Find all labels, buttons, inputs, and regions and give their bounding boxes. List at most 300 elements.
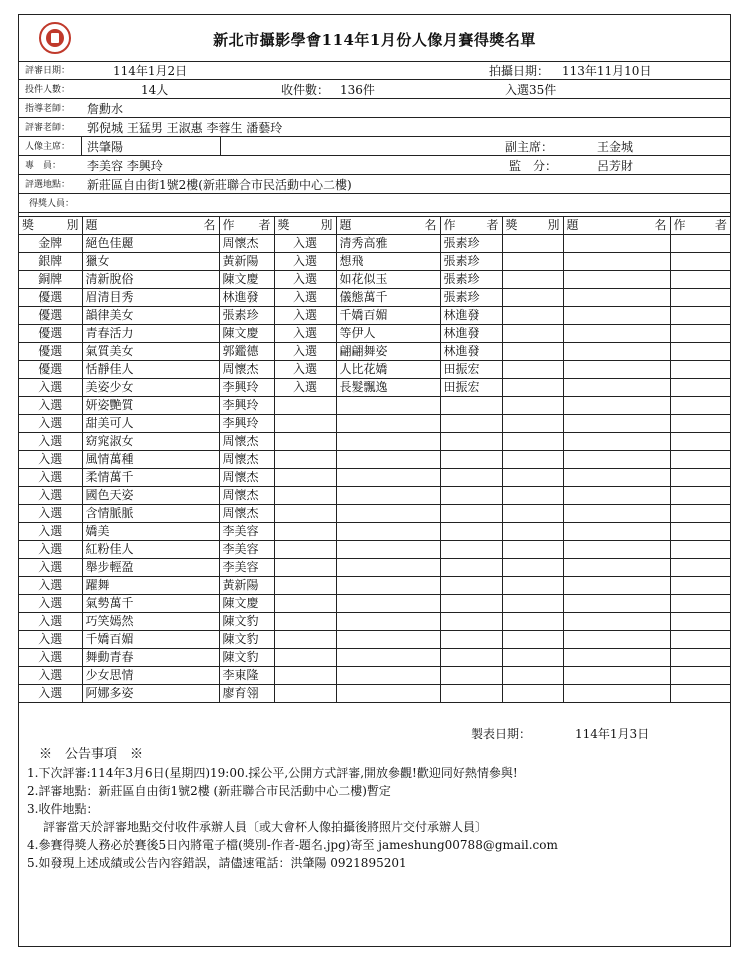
empty-cell bbox=[502, 577, 563, 595]
author-cell: 林進發 bbox=[440, 343, 502, 361]
header-author: 作 者 bbox=[670, 217, 730, 235]
empty-cell bbox=[502, 451, 563, 469]
title-cell bbox=[336, 595, 440, 613]
title-cell: 眉清目秀 bbox=[82, 289, 219, 307]
author-cell: 陳文慶 bbox=[219, 271, 274, 289]
selected-count: 入選35件 bbox=[505, 83, 557, 97]
award-cell: 入選 bbox=[274, 271, 336, 289]
author-cell: 廖育翎 bbox=[219, 685, 274, 703]
empty-cell bbox=[563, 667, 670, 685]
award-cell: 入選 bbox=[19, 631, 82, 649]
judges-names: 郭倪城 王猛男 王淑惠 李蓉生 潘藝玲 bbox=[87, 121, 283, 135]
author-cell: 張素珍 bbox=[219, 307, 274, 325]
title-cell: 千嬌百媚 bbox=[336, 307, 440, 325]
received-count: 136件 bbox=[340, 83, 375, 97]
table-row bbox=[19, 595, 730, 613]
review-date-label: 評審日期： bbox=[25, 66, 71, 76]
title-cell bbox=[336, 613, 440, 631]
notice-line: 5.如發現上述成績或公告內容錯誤，請儘速電話：洪肇陽 0921895201 bbox=[27, 856, 407, 870]
award-cell: 入選 bbox=[19, 559, 82, 577]
empty-cell bbox=[563, 433, 670, 451]
empty-cell bbox=[670, 631, 730, 649]
author-cell: 田振宏 bbox=[440, 379, 502, 397]
header-title: 題 名 bbox=[336, 217, 440, 235]
award-cell: 入選 bbox=[19, 595, 82, 613]
award-cell bbox=[274, 397, 336, 415]
chair-name: 洪肇陽 bbox=[87, 140, 124, 154]
empty-cell bbox=[563, 631, 670, 649]
awards-table bbox=[19, 216, 730, 703]
author-cell: 李美容 bbox=[219, 541, 274, 559]
vice-chair-name: 王金城 bbox=[597, 140, 634, 154]
notice-line: 4.參賽得獎人務必於賽後5日內將電子檔(獎別-作者-題名.jpg)寄至 jameshung00788@gmail.com bbox=[27, 838, 558, 852]
empty-cell bbox=[670, 235, 730, 253]
author-cell: 張素珍 bbox=[440, 289, 502, 307]
title-cell: 美姿少女 bbox=[82, 379, 219, 397]
empty-cell bbox=[502, 649, 563, 667]
empty-cell bbox=[670, 613, 730, 631]
header-title: 題 名 bbox=[82, 217, 219, 235]
award-cell: 入選 bbox=[274, 379, 336, 397]
empty-cell bbox=[563, 577, 670, 595]
empty-cell bbox=[502, 343, 563, 361]
title-cell: 恬靜佳人 bbox=[82, 361, 219, 379]
staff-names: 李美容 李興玲 bbox=[87, 159, 163, 173]
title-cell: 含情脈脈 bbox=[82, 505, 219, 523]
author-cell: 李興玲 bbox=[219, 397, 274, 415]
header-author: 作 者 bbox=[440, 217, 502, 235]
empty-cell bbox=[670, 415, 730, 433]
author-cell: 陳文豹 bbox=[219, 631, 274, 649]
title-cell: 青春活力 bbox=[82, 325, 219, 343]
info-row-dates bbox=[19, 61, 730, 80]
empty-cell bbox=[563, 271, 670, 289]
empty-cell bbox=[502, 235, 563, 253]
table-row bbox=[19, 289, 730, 307]
title-cell: 翩翩舞姿 bbox=[336, 343, 440, 361]
empty-cell bbox=[563, 361, 670, 379]
title-cell bbox=[336, 559, 440, 577]
empty-cell bbox=[502, 595, 563, 613]
author-cell bbox=[440, 397, 502, 415]
award-cell: 入選 bbox=[19, 397, 82, 415]
title-cell: 等伊人 bbox=[336, 325, 440, 343]
award-cell: 入選 bbox=[274, 253, 336, 271]
table-row bbox=[19, 487, 730, 505]
award-cell: 入選 bbox=[19, 415, 82, 433]
empty-cell bbox=[502, 415, 563, 433]
empty-cell bbox=[563, 451, 670, 469]
title-cell: 清秀高雅 bbox=[336, 235, 440, 253]
author-cell: 陳文慶 bbox=[219, 325, 274, 343]
title-cell bbox=[336, 415, 440, 433]
author-cell: 黃新陽 bbox=[219, 253, 274, 271]
table-row bbox=[19, 379, 730, 397]
author-cell: 林進發 bbox=[219, 289, 274, 307]
empty-cell bbox=[563, 559, 670, 577]
empty-cell bbox=[670, 577, 730, 595]
empty-cell bbox=[670, 253, 730, 271]
notice-line: 2.評審地點：新莊區自由街1號2樓 (新莊聯合市民活動中心二樓)暫定 bbox=[27, 784, 391, 798]
title-cell: 如花似玉 bbox=[336, 271, 440, 289]
title-cell: 躍舞 bbox=[82, 577, 219, 595]
title-cell bbox=[336, 397, 440, 415]
table-row bbox=[19, 631, 730, 649]
venue-address: 新莊區自由街1號2樓(新莊聯合市民活動中心二樓) bbox=[87, 178, 352, 192]
empty-cell bbox=[563, 469, 670, 487]
empty-cell bbox=[563, 415, 670, 433]
header-title: 題 名 bbox=[563, 217, 670, 235]
info-row-counts bbox=[19, 80, 730, 99]
empty-cell bbox=[502, 397, 563, 415]
author-cell: 周懷杰 bbox=[219, 235, 274, 253]
award-cell: 入選 bbox=[19, 433, 82, 451]
empty-cell bbox=[502, 631, 563, 649]
table-row bbox=[19, 505, 730, 523]
award-cell: 入選 bbox=[19, 613, 82, 631]
empty-cell bbox=[563, 253, 670, 271]
table-row bbox=[19, 361, 730, 379]
title-cell bbox=[336, 541, 440, 559]
awardees-label: 得獎人員： bbox=[29, 199, 75, 209]
header-award: 獎 別 bbox=[19, 217, 82, 235]
award-cell: 入選 bbox=[19, 577, 82, 595]
title-cell: 紅粉佳人 bbox=[82, 541, 219, 559]
table-row bbox=[19, 415, 730, 433]
title-cell: 風情萬種 bbox=[82, 451, 219, 469]
award-cell: 入選 bbox=[19, 505, 82, 523]
empty-cell bbox=[670, 289, 730, 307]
title-cell bbox=[336, 685, 440, 703]
notice-heading: ※ 公告事項 ※ bbox=[39, 747, 144, 762]
empty-cell bbox=[563, 595, 670, 613]
empty-cell bbox=[502, 685, 563, 703]
empty-cell bbox=[502, 325, 563, 343]
title-cell: 千嬌百媚 bbox=[82, 631, 219, 649]
award-cell bbox=[274, 685, 336, 703]
award-cell: 優選 bbox=[19, 325, 82, 343]
empty-cell bbox=[670, 685, 730, 703]
award-cell bbox=[274, 415, 336, 433]
award-cell bbox=[274, 595, 336, 613]
empty-cell bbox=[502, 307, 563, 325]
notice-section bbox=[27, 743, 727, 872]
award-cell bbox=[274, 613, 336, 631]
award-cell: 入選 bbox=[274, 361, 336, 379]
table-row bbox=[19, 523, 730, 541]
award-sheet bbox=[18, 14, 731, 947]
author-cell bbox=[440, 667, 502, 685]
empty-cell bbox=[670, 343, 730, 361]
author-cell bbox=[440, 451, 502, 469]
empty-cell bbox=[670, 505, 730, 523]
supervisor-name: 呂芳財 bbox=[597, 159, 634, 173]
table-row bbox=[19, 253, 730, 271]
award-cell: 入選 bbox=[19, 649, 82, 667]
title-cell: 國色天姿 bbox=[82, 487, 219, 505]
author-cell bbox=[440, 505, 502, 523]
title-cell: 柔情萬千 bbox=[82, 469, 219, 487]
award-cell bbox=[274, 523, 336, 541]
award-cell: 入選 bbox=[19, 451, 82, 469]
title-cell: 韻律美女 bbox=[82, 307, 219, 325]
info-row-teacher bbox=[19, 99, 730, 118]
empty-cell bbox=[563, 649, 670, 667]
empty-cell bbox=[502, 613, 563, 631]
empty-cell bbox=[563, 685, 670, 703]
chair-label: 人像主席： bbox=[25, 142, 71, 152]
empty-cell bbox=[563, 523, 670, 541]
empty-cell bbox=[670, 595, 730, 613]
author-cell: 李興玲 bbox=[219, 379, 274, 397]
author-cell bbox=[440, 541, 502, 559]
empty-cell bbox=[670, 649, 730, 667]
title-cell bbox=[336, 667, 440, 685]
table-row bbox=[19, 325, 730, 343]
entrants-count: 14人 bbox=[141, 83, 169, 97]
title-cell: 甜美可人 bbox=[82, 415, 219, 433]
award-cell: 入選 bbox=[19, 685, 82, 703]
empty-cell bbox=[670, 451, 730, 469]
award-cell: 金牌 bbox=[19, 235, 82, 253]
table-row bbox=[19, 649, 730, 667]
author-cell: 周懷杰 bbox=[219, 361, 274, 379]
author-cell: 李美容 bbox=[219, 523, 274, 541]
title-cell: 嬌美 bbox=[82, 523, 219, 541]
vice-chair-label: 副主席： bbox=[505, 140, 554, 154]
table-row bbox=[19, 541, 730, 559]
award-cell bbox=[274, 631, 336, 649]
award-cell: 入選 bbox=[19, 541, 82, 559]
title-cell: 人比花嬌 bbox=[336, 361, 440, 379]
title-cell bbox=[336, 487, 440, 505]
empty-cell bbox=[502, 541, 563, 559]
award-cell bbox=[274, 487, 336, 505]
table-row bbox=[19, 685, 730, 703]
empty-cell bbox=[502, 487, 563, 505]
title-cell bbox=[336, 451, 440, 469]
award-cell: 銅牌 bbox=[19, 271, 82, 289]
title-cell: 巧笑嫣然 bbox=[82, 613, 219, 631]
title-cell bbox=[336, 631, 440, 649]
author-cell: 林進發 bbox=[440, 325, 502, 343]
award-cell bbox=[274, 667, 336, 685]
author-cell: 周懷杰 bbox=[219, 505, 274, 523]
teacher-label: 指導老師： bbox=[25, 104, 71, 114]
empty-cell bbox=[670, 559, 730, 577]
award-cell bbox=[274, 649, 336, 667]
review-date: 114年1月2日 bbox=[113, 64, 188, 78]
teacher-name: 詹勳水 bbox=[87, 102, 124, 116]
empty-cell bbox=[670, 433, 730, 451]
info-row-staff bbox=[19, 156, 730, 175]
author-cell: 周懷杰 bbox=[219, 487, 274, 505]
venue-label: 評選地點： bbox=[25, 180, 71, 190]
title-cell: 妍姿艷質 bbox=[82, 397, 219, 415]
award-cell bbox=[274, 541, 336, 559]
title-cell bbox=[336, 577, 440, 595]
empty-cell bbox=[670, 307, 730, 325]
shoot-date-label: 拍攝日期： bbox=[489, 64, 550, 78]
info-row-chair bbox=[19, 137, 730, 156]
table-header-row bbox=[19, 217, 730, 235]
author-cell bbox=[440, 559, 502, 577]
table-row bbox=[19, 343, 730, 361]
empty-cell bbox=[670, 469, 730, 487]
award-cell bbox=[274, 451, 336, 469]
empty-cell bbox=[502, 559, 563, 577]
header-author: 作 者 bbox=[219, 217, 274, 235]
judges-label: 評審老師： bbox=[25, 123, 71, 133]
title-cell bbox=[336, 523, 440, 541]
author-cell: 郭鑑德 bbox=[219, 343, 274, 361]
author-cell: 田振宏 bbox=[440, 361, 502, 379]
table-row bbox=[19, 613, 730, 631]
author-cell: 張素珍 bbox=[440, 235, 502, 253]
table-row bbox=[19, 577, 730, 595]
empty-cell bbox=[563, 343, 670, 361]
notice-line: 評審當天於評審地點交付收件承辦人員〔或大會杯人像拍攝後將照片交付承辦人員〕 bbox=[43, 820, 488, 834]
author-cell bbox=[440, 649, 502, 667]
made-date bbox=[471, 725, 693, 742]
author-cell: 李美容 bbox=[219, 559, 274, 577]
empty-cell bbox=[502, 253, 563, 271]
author-cell: 陳文豹 bbox=[219, 649, 274, 667]
award-cell: 銀牌 bbox=[19, 253, 82, 271]
title-cell bbox=[336, 433, 440, 451]
author-cell: 周懷杰 bbox=[219, 469, 274, 487]
empty-cell bbox=[502, 523, 563, 541]
title-cell: 儀態萬千 bbox=[336, 289, 440, 307]
award-cell bbox=[274, 505, 336, 523]
info-row-venue bbox=[19, 175, 730, 194]
empty-cell bbox=[502, 361, 563, 379]
empty-cell bbox=[670, 523, 730, 541]
made-date-value: 114年1月3日 bbox=[575, 727, 650, 741]
empty-cell bbox=[502, 433, 563, 451]
author-cell bbox=[440, 631, 502, 649]
empty-cell bbox=[502, 667, 563, 685]
author-cell: 林進發 bbox=[440, 307, 502, 325]
title-cell: 清新脫俗 bbox=[82, 271, 219, 289]
author-cell bbox=[440, 577, 502, 595]
author-cell bbox=[440, 487, 502, 505]
award-cell: 入選 bbox=[19, 379, 82, 397]
table-row bbox=[19, 271, 730, 289]
empty-cell bbox=[670, 541, 730, 559]
title-cell: 氣質美女 bbox=[82, 343, 219, 361]
award-cell: 優選 bbox=[19, 361, 82, 379]
award-cell: 優選 bbox=[19, 289, 82, 307]
title-cell: 長髮飄逸 bbox=[336, 379, 440, 397]
notice-line: 3.收件地點： bbox=[27, 802, 99, 816]
empty-cell bbox=[670, 487, 730, 505]
empty-cell bbox=[670, 667, 730, 685]
empty-cell bbox=[563, 505, 670, 523]
author-cell bbox=[440, 523, 502, 541]
staff-label: 專 員： bbox=[25, 161, 62, 171]
empty-cell bbox=[502, 505, 563, 523]
table-row bbox=[19, 235, 730, 253]
award-cell: 入選 bbox=[19, 523, 82, 541]
notice-line: 1.下次評審:114年3月6日(星期四)19:00.採公平,公開方式評審,開放參觀!歡迎同好熱情參與! bbox=[27, 766, 518, 780]
table-row bbox=[19, 559, 730, 577]
received-label: 收件數： bbox=[281, 83, 330, 97]
award-cell: 入選 bbox=[19, 469, 82, 487]
award-cell bbox=[274, 433, 336, 451]
empty-cell bbox=[563, 289, 670, 307]
empty-cell bbox=[670, 325, 730, 343]
author-cell bbox=[440, 595, 502, 613]
award-cell: 入選 bbox=[19, 487, 82, 505]
author-cell bbox=[440, 613, 502, 631]
author-cell: 陳文慶 bbox=[219, 595, 274, 613]
empty-cell bbox=[563, 487, 670, 505]
title-cell: 想飛 bbox=[336, 253, 440, 271]
empty-cell bbox=[502, 289, 563, 307]
page-title: 新北市攝影學會114年1月份人像月賽得獎名單 bbox=[213, 31, 536, 49]
author-cell bbox=[440, 433, 502, 451]
author-cell bbox=[440, 685, 502, 703]
entrants-label: 投件人數： bbox=[25, 85, 71, 95]
header-award: 獎 別 bbox=[502, 217, 563, 235]
empty-cell bbox=[670, 271, 730, 289]
info-row-judges bbox=[19, 118, 730, 137]
award-cell: 入選 bbox=[274, 325, 336, 343]
empty-cell bbox=[563, 397, 670, 415]
award-cell: 優選 bbox=[19, 307, 82, 325]
table-row bbox=[19, 667, 730, 685]
table-row bbox=[19, 307, 730, 325]
title-cell bbox=[336, 649, 440, 667]
title-cell bbox=[336, 469, 440, 487]
empty-cell bbox=[563, 307, 670, 325]
table-row bbox=[19, 469, 730, 487]
author-cell: 李東隆 bbox=[219, 667, 274, 685]
award-cell: 入選 bbox=[19, 667, 82, 685]
author-cell: 張素珍 bbox=[440, 271, 502, 289]
author-cell: 李興玲 bbox=[219, 415, 274, 433]
header-award: 獎 別 bbox=[274, 217, 336, 235]
title-cell: 舞動青春 bbox=[82, 649, 219, 667]
empty-cell bbox=[670, 379, 730, 397]
empty-cell bbox=[502, 271, 563, 289]
author-cell bbox=[440, 469, 502, 487]
award-cell bbox=[274, 577, 336, 595]
supervisor-label: 監 分： bbox=[509, 159, 558, 173]
title-cell: 少女思情 bbox=[82, 667, 219, 685]
award-cell bbox=[274, 469, 336, 487]
sheet-header bbox=[19, 15, 730, 62]
title-cell: 阿娜多姿 bbox=[82, 685, 219, 703]
table-row bbox=[19, 397, 730, 415]
empty-cell bbox=[563, 379, 670, 397]
title-cell: 絕色佳麗 bbox=[82, 235, 219, 253]
empty-cell bbox=[670, 397, 730, 415]
award-cell: 入選 bbox=[274, 307, 336, 325]
author-cell bbox=[440, 415, 502, 433]
title-cell: 舉步輕盈 bbox=[82, 559, 219, 577]
empty-cell bbox=[670, 361, 730, 379]
author-cell: 周懷杰 bbox=[219, 433, 274, 451]
empty-cell bbox=[502, 379, 563, 397]
title-cell bbox=[336, 505, 440, 523]
author-cell: 張素珍 bbox=[440, 253, 502, 271]
info-row-awardees bbox=[19, 194, 730, 213]
empty-cell bbox=[502, 469, 563, 487]
award-cell: 優選 bbox=[19, 343, 82, 361]
empty-cell bbox=[563, 235, 670, 253]
